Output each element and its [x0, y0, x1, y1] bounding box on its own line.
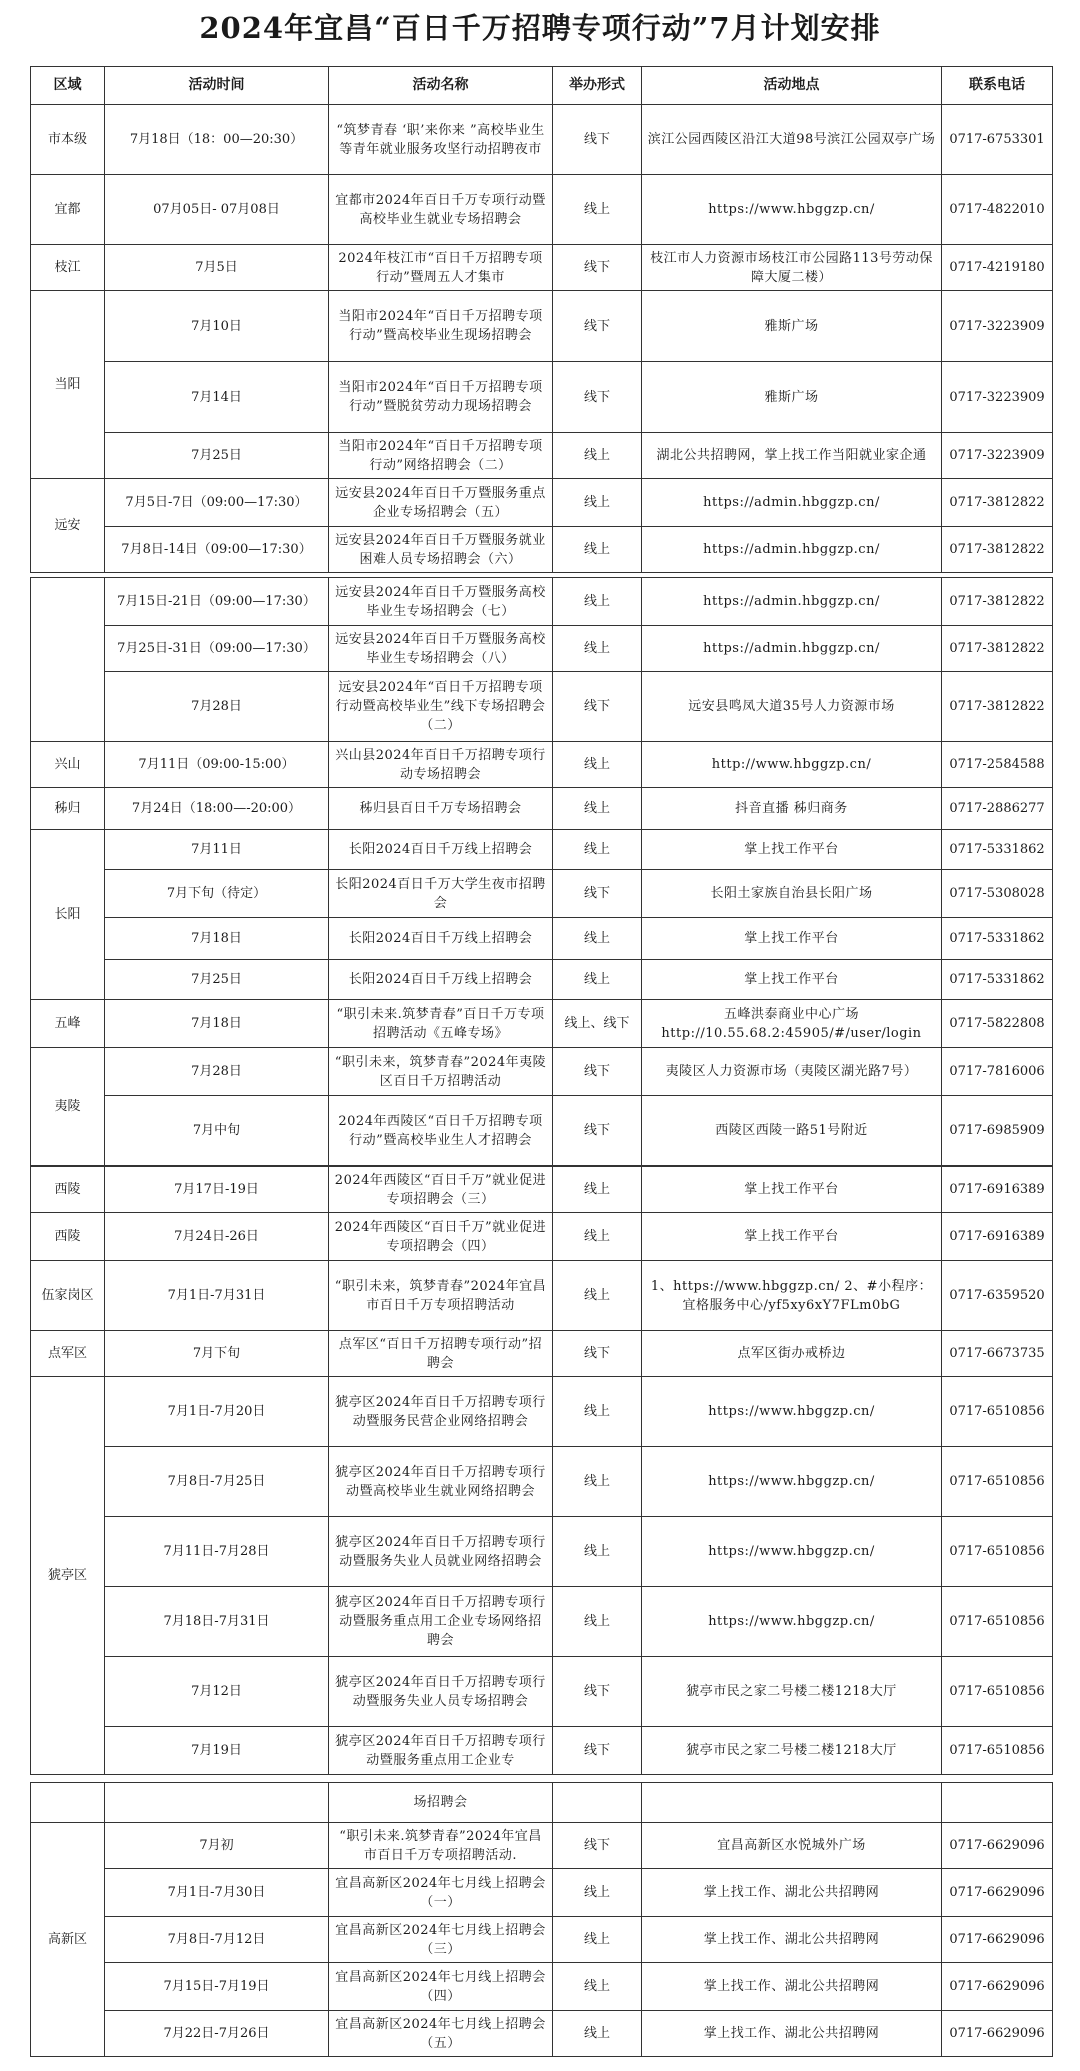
- place-link[interactable]: https://admin.hbggzp.cn/: [642, 578, 942, 626]
- phone-cell: 0717-3812822: [942, 479, 1053, 527]
- time-cell: 7月下旬: [105, 1331, 329, 1377]
- name-cell: 猇亭区2024年百日千万招聘专项行动暨服务失业人员专场招聘会: [329, 1657, 553, 1727]
- phone-cell: 0717-6629096: [942, 1823, 1053, 1869]
- form-cell: 线下: [553, 1048, 642, 1096]
- table-row: [31, 175, 1053, 245]
- form-cell: 线下: [553, 672, 642, 742]
- header-time: 活动时间: [105, 67, 329, 105]
- schedule-table-section-2: [30, 577, 1053, 1166]
- time-cell: 7月11日（09:00-15:00）: [105, 742, 329, 788]
- table-header-row: [31, 67, 1053, 105]
- phone-cell: 0717-3812822: [942, 527, 1053, 573]
- table-row: [31, 479, 1053, 527]
- region-cell-empty: [31, 578, 105, 742]
- time-cell: 7月1日-7月31日: [105, 1261, 329, 1331]
- time-cell: 7月25日: [105, 433, 329, 479]
- name-cell: 远安县2024年百日千万暨服务就业困难人员专场招聘会（六）: [329, 527, 553, 573]
- region-cell: 夷陵: [31, 1048, 105, 1166]
- phone-cell: 0717-6753301: [942, 105, 1053, 175]
- form-cell: 线上: [553, 479, 642, 527]
- time-cell: 7月1日-7月30日: [105, 1869, 329, 1917]
- form-cell: 线上: [553, 788, 642, 830]
- table-row: [31, 527, 1053, 573]
- form-cell: 线下: [553, 1727, 642, 1775]
- table-row: [31, 626, 1053, 672]
- name-cell: 2024年枝江市“百日千万招聘专项行动”暨周五人才集市: [329, 245, 553, 291]
- time-cell: 7月22日-7月26日: [105, 2011, 329, 2057]
- name-cell: 远安县2024年百日千万暨服务高校毕业生专场招聘会（八）: [329, 626, 553, 672]
- name-cell: 当阳市2024年“百日千万招聘专项行动”暨高校毕业生现场招聘会: [329, 291, 553, 362]
- place-cell: 掌上找工作平台: [642, 1167, 942, 1213]
- form-cell: 线上: [553, 1869, 642, 1917]
- time-cell: 7月11日-7月28日: [105, 1517, 329, 1587]
- phone-cell: 0717-6673735: [942, 1331, 1053, 1377]
- place-cell: 掌上找工作、湖北公共招聘网: [642, 2011, 942, 2057]
- place-cell: 抖音直播 秭归商务: [642, 788, 942, 830]
- form-cell: 线上: [553, 1377, 642, 1447]
- phone-cell: 0717-6510856: [942, 1447, 1053, 1517]
- phone-cell: 0717-6629096: [942, 1963, 1053, 2011]
- region-cell: 高新区: [31, 1823, 105, 2057]
- form-cell: 线下: [553, 1096, 642, 1166]
- form-cell: 线上: [553, 1917, 642, 1963]
- place-cell-empty: [642, 1783, 942, 1823]
- phone-cell: 0717-6916389: [942, 1213, 1053, 1261]
- form-cell: 线下: [553, 362, 642, 433]
- phone-cell: 0717-5331862: [942, 918, 1053, 960]
- phone-cell: 0717-6510856: [942, 1587, 1053, 1657]
- header-region: 区域: [31, 67, 105, 105]
- phone-cell: 0717-6510856: [942, 1377, 1053, 1447]
- region-cell: 远安: [31, 479, 105, 573]
- form-cell: 线上: [553, 918, 642, 960]
- name-cell: 猇亭区2024年百日千万招聘专项行动暨服务民营企业网络招聘会: [329, 1377, 553, 1447]
- time-cell: 7月25日: [105, 960, 329, 1000]
- place-cell: 猇亭市民之家二号楼二楼1218大厅: [642, 1657, 942, 1727]
- place-cell: 湖北公共招聘网，掌上找工作当阳就业家企通: [642, 433, 942, 479]
- place-link[interactable]: http://www.hbggzp.cn/: [642, 742, 942, 788]
- place-cell: 长阳土家族自治县长阳广场: [642, 870, 942, 918]
- region-cell: 点军区: [31, 1331, 105, 1377]
- table-row: [31, 830, 1053, 870]
- table-row: [31, 1167, 1053, 1213]
- header-name: 活动名称: [329, 67, 553, 105]
- phone-cell: 0717-3812822: [942, 626, 1053, 672]
- phone-cell: 0717-2584588: [942, 742, 1053, 788]
- place-cell: 掌上找工作、湖北公共招聘网: [642, 1963, 942, 2011]
- form-cell: 线下: [553, 1823, 642, 1869]
- time-cell: 7月初: [105, 1823, 329, 1869]
- table-row: [31, 362, 1053, 433]
- region-cell: 西陵: [31, 1167, 105, 1213]
- name-cell: 远安县2024年百日千万暨服务重点企业专场招聘会（五）: [329, 479, 553, 527]
- table-row: [31, 1963, 1053, 2011]
- form-cell: 线上: [553, 1517, 642, 1587]
- phone-cell: 0717-6985909: [942, 1096, 1053, 1166]
- phone-cell: 0717-6629096: [942, 2011, 1053, 2057]
- place-cell: 雅斯广场: [642, 291, 942, 362]
- form-cell: 线上: [553, 742, 642, 788]
- place-cell: 掌上找工作平台: [642, 1213, 942, 1261]
- table-row: [31, 1048, 1053, 1096]
- schedule-table-section-3: [30, 1166, 1053, 1775]
- time-cell: 7月下旬（待定）: [105, 870, 329, 918]
- schedule-table-section-4: [30, 1782, 1053, 2057]
- name-cell: 猇亭区2024年百日千万招聘专项行动暨服务失业人员就业网络招聘会: [329, 1517, 553, 1587]
- phone-cell: 0717-6510856: [942, 1727, 1053, 1775]
- header-form: 举办形式: [553, 67, 642, 105]
- table-row: [31, 960, 1053, 1000]
- phone-cell: 0717-3812822: [942, 672, 1053, 742]
- time-cell: 7月28日: [105, 672, 329, 742]
- place-cell: 雅斯广场: [642, 362, 942, 433]
- time-cell: 7月8日-14日（09:00—17:30）: [105, 527, 329, 573]
- time-cell: 7月18日: [105, 918, 329, 960]
- time-cell: 7月18日-7月31日: [105, 1587, 329, 1657]
- table-row: [31, 1657, 1053, 1727]
- phone-cell: 0717-6510856: [942, 1517, 1053, 1587]
- time-cell: 7月1日-7月20日: [105, 1377, 329, 1447]
- table-row: [31, 433, 1053, 479]
- phone-cell: 0717-4822010: [942, 175, 1053, 245]
- time-cell: 07月05日- 07月08日: [105, 175, 329, 245]
- name-cell: 长阳2024百日千万大学生夜市招聘会: [329, 870, 553, 918]
- table-row: [31, 1000, 1053, 1048]
- time-cell: 7月17日-19日: [105, 1167, 329, 1213]
- place-cell: 点军区街办戒桥边: [642, 1331, 942, 1377]
- region-cell: 西陵: [31, 1213, 105, 1261]
- time-cell: 7月18日（18：00—20:30）: [105, 105, 329, 175]
- place-cell: 西陵区西陵一路51号附近: [642, 1096, 942, 1166]
- table-row: [31, 870, 1053, 918]
- place-cell: 掌上找工作平台: [642, 960, 942, 1000]
- region-cell: 五峰: [31, 1000, 105, 1048]
- name-cell: “职引未来.筑梦青春”百日千万专项招聘活动《五峰专场》: [329, 1000, 553, 1048]
- phone-cell: 0717-2886277: [942, 788, 1053, 830]
- form-cell: 线上: [553, 1963, 642, 2011]
- place-cell: 夷陵区人力资源市场（夷陵区湖光路7号）: [642, 1048, 942, 1096]
- place-cell: 枝江市人力资源市场枝江市公园路113号劳动保障大厦二楼）: [642, 245, 942, 291]
- form-cell: 线上: [553, 1587, 642, 1657]
- phone-cell: 0717-7816006: [942, 1048, 1053, 1096]
- name-cell: 兴山县2024年百日千万招聘专项行动专场招聘会: [329, 742, 553, 788]
- name-cell: 宜都市2024年百日千万专项行动暨高校毕业生就业专场招聘会: [329, 175, 553, 245]
- page-title: 2024年宜昌“百日千万招聘专项行动”7月计划安排: [199, 11, 881, 45]
- phone-cell: 0717-5331862: [942, 960, 1053, 1000]
- name-cell: 秭归县百日千万专场招聘会: [329, 788, 553, 830]
- form-cell: 线上: [553, 1447, 642, 1517]
- table-row: [31, 742, 1053, 788]
- time-cell: 7月中旬: [105, 1096, 329, 1166]
- time-cell: 7月24日（18:00—-20:00）: [105, 788, 329, 830]
- place-cell: 滨江公园西陵区沿江大道98号滨江公园双亭广场: [642, 105, 942, 175]
- place-cell: 远安县鸣凤大道35号人力资源市场: [642, 672, 942, 742]
- place-link[interactable]: https://www.hbggzp.cn/: [642, 1377, 942, 1447]
- time-cell: 7月8日-7月25日: [105, 1447, 329, 1517]
- table-row: [31, 1261, 1053, 1331]
- phone-cell: 0717-3223909: [942, 362, 1053, 433]
- phone-cell: 0717-6916389: [942, 1167, 1053, 1213]
- form-cell: 线上、线下: [553, 1000, 642, 1048]
- name-cell: 宜昌高新区2024年七月线上招聘会（五）: [329, 2011, 553, 2057]
- place-link[interactable]: https://admin.hbggzp.cn/: [642, 527, 942, 573]
- name-cell: 猇亭区2024年百日千万招聘专项行动暨服务重点用工企业专场网络招聘会: [329, 1587, 553, 1657]
- table-row: [31, 2011, 1053, 2057]
- time-cell: 7月10日: [105, 291, 329, 362]
- form-cell: 线上: [553, 527, 642, 573]
- form-cell: 线下: [553, 1657, 642, 1727]
- phone-cell: 0717-6359520: [942, 1261, 1053, 1331]
- place-cell: 五峰洪泰商业中心广场 http://10.55.68.2:45905/#/user/login: [642, 1000, 942, 1048]
- region-cell: 当阳: [31, 291, 105, 479]
- place-link[interactable]: https://www.hbggzp.cn/: [642, 175, 942, 245]
- form-cell-empty: [553, 1783, 642, 1823]
- table-row: [31, 788, 1053, 830]
- table-row: [31, 672, 1053, 742]
- table-row: [31, 1869, 1053, 1917]
- place-cell: 掌上找工作平台: [642, 830, 942, 870]
- phone-cell: 0717-6510856: [942, 1657, 1053, 1727]
- form-cell: 线上: [553, 960, 642, 1000]
- header-place: 活动地点: [642, 67, 942, 105]
- form-cell: 线下: [553, 870, 642, 918]
- name-cell: 远安县2024年“百日千万招聘专项行动暨高校毕业生”线下专场招聘会（二）: [329, 672, 553, 742]
- place-cell: 掌上找工作、湖北公共招聘网: [642, 1917, 942, 1963]
- name-cell: “筑梦青春 ‘职’来你来 ”高校毕业生等青年就业服务攻坚行动招聘夜市: [329, 105, 553, 175]
- place-cell: 掌上找工作平台: [642, 918, 942, 960]
- form-cell: 线上: [553, 830, 642, 870]
- place-link[interactable]: https://www.hbggzp.cn/: [642, 1587, 942, 1657]
- form-cell: 线上: [553, 578, 642, 626]
- table-row: [31, 1377, 1053, 1447]
- form-cell: 线下: [553, 291, 642, 362]
- phone-cell-empty: [942, 1783, 1053, 1823]
- table-row: [31, 578, 1053, 626]
- time-cell: 7月5日-7日（09:00—17:30）: [105, 479, 329, 527]
- phone-cell: 0717-4219180: [942, 245, 1053, 291]
- place-link[interactable]: https://admin.hbggzp.cn/: [642, 626, 942, 672]
- name-cell: 2024年西陵区“百日千万”就业促进专项招聘会（三）: [329, 1167, 553, 1213]
- name-cell: 2024年西陵区“百日千万招聘专项行动”暨高校毕业生人才招聘会: [329, 1096, 553, 1166]
- table-row: [31, 1587, 1053, 1657]
- time-cell: 7月28日: [105, 1048, 329, 1096]
- place-link[interactable]: https://admin.hbggzp.cn/: [642, 479, 942, 527]
- time-cell: 7月15日-7月19日: [105, 1963, 329, 2011]
- phone-cell: 0717-6629096: [942, 1869, 1053, 1917]
- phone-cell: 0717-3223909: [942, 433, 1053, 479]
- table-row: [31, 291, 1053, 362]
- region-cell: 市本级: [31, 105, 105, 175]
- form-cell: 线上: [553, 1261, 642, 1331]
- form-cell: 线下: [553, 105, 642, 175]
- time-cell: 7月24日-26日: [105, 1213, 329, 1261]
- name-cell: 当阳市2024年“百日千万招聘专项行动”暨脱贫劳动力现场招聘会: [329, 362, 553, 433]
- name-cell: 点军区“百日千万招聘专项行动”招聘会: [329, 1331, 553, 1377]
- name-cell: 猇亭区2024年百日千万招聘专项行动暨服务重点用工企业专: [329, 1727, 553, 1775]
- region-cell: 兴山: [31, 742, 105, 788]
- time-cell: 7月14日: [105, 362, 329, 433]
- region-cell: 长阳: [31, 830, 105, 1000]
- form-cell: 线上: [553, 1213, 642, 1261]
- time-cell: 7月12日: [105, 1657, 329, 1727]
- form-cell: 线上: [553, 175, 642, 245]
- table-row: [31, 245, 1053, 291]
- name-cell: 远安县2024年百日千万暨服务高校毕业生专场招聘会（七）: [329, 578, 553, 626]
- region-cell: 宜都: [31, 175, 105, 245]
- name-cell: 长阳2024百日千万线上招聘会: [329, 918, 553, 960]
- time-cell: 7月15日-21日（09:00—17:30）: [105, 578, 329, 626]
- place-cell: 1、https://www.hbggzp.cn/ 2、#小程序：宜格服务中心/yf5xy6xY7FLm0bG: [642, 1261, 942, 1331]
- table-row: [31, 1917, 1053, 1963]
- form-cell: 线上: [553, 2011, 642, 2057]
- name-cell: “职引未来，筑梦青春”2024年夷陵区百日千万招聘活动: [329, 1048, 553, 1096]
- place-cell: 掌上找工作、湖北公共招聘网: [642, 1869, 942, 1917]
- region-cell: 枝江: [31, 245, 105, 291]
- place-link[interactable]: https://www.hbggzp.cn/: [642, 1517, 942, 1587]
- phone-cell: 0717-5308028: [942, 870, 1053, 918]
- name-cell: 当阳市2024年“百日千万招聘专项行动”网络招聘会（二）: [329, 433, 553, 479]
- time-cell: 7月8日-7月12日: [105, 1917, 329, 1963]
- form-cell: 线下: [553, 245, 642, 291]
- region-cell: 秭归: [31, 788, 105, 830]
- schedule-table-section-1: [30, 66, 1053, 573]
- place-cell: 宜昌高新区水悦城外广场: [642, 1823, 942, 1869]
- name-cell: 场招聘会: [329, 1783, 553, 1823]
- table-row: [31, 918, 1053, 960]
- name-cell: 宜昌高新区2024年七月线上招聘会（一）: [329, 1869, 553, 1917]
- phone-cell: 0717-3812822: [942, 578, 1053, 626]
- table-row: [31, 1096, 1053, 1166]
- name-cell: 长阳2024百日千万线上招聘会: [329, 830, 553, 870]
- name-cell: 宜昌高新区2024年七月线上招聘会（四）: [329, 1963, 553, 2011]
- table-row: [31, 1331, 1053, 1377]
- phone-cell: 0717-3223909: [942, 291, 1053, 362]
- table-row: [31, 1517, 1053, 1587]
- table-row: [31, 1727, 1053, 1775]
- table-row: [31, 1213, 1053, 1261]
- phone-cell: 0717-5331862: [942, 830, 1053, 870]
- time-cell: 7月11日: [105, 830, 329, 870]
- phone-cell: 0717-5822808: [942, 1000, 1053, 1048]
- place-link[interactable]: https://www.hbggzp.cn/: [642, 1447, 942, 1517]
- time-cell: 7月18日: [105, 1000, 329, 1048]
- header-phone: 联系电话: [942, 67, 1053, 105]
- form-cell: 线下: [553, 1331, 642, 1377]
- form-cell: 线上: [553, 626, 642, 672]
- table-row: [31, 1783, 1053, 1823]
- region-cell: 伍家岗区: [31, 1261, 105, 1331]
- time-cell: 7月25日-31日（09:00—17:30）: [105, 626, 329, 672]
- place-cell: 猇亭市民之家二号楼二楼1218大厅: [642, 1727, 942, 1775]
- region-cell-empty: [31, 1783, 105, 1823]
- phone-cell: 0717-6629096: [942, 1917, 1053, 1963]
- name-cell: 猇亭区2024年百日千万招聘专项行动暨高校毕业生就业网络招聘会: [329, 1447, 553, 1517]
- name-cell: “职引未来.筑梦青春”2024年宜昌市百日千万专项招聘活动.: [329, 1823, 553, 1869]
- name-cell: 2024年西陵区“百日千万”就业促进专项招聘会（四）: [329, 1213, 553, 1261]
- table-row: [31, 105, 1053, 175]
- form-cell: 线上: [553, 1167, 642, 1213]
- table-row: [31, 1447, 1053, 1517]
- form-cell: 线上: [553, 433, 642, 479]
- name-cell: “职引未来，筑梦青春”2024年宜昌市百日千万专项招聘活动: [329, 1261, 553, 1331]
- table-row: [31, 1823, 1053, 1869]
- time-cell-empty: [105, 1783, 329, 1823]
- region-cell: 猇亭区: [31, 1377, 105, 1775]
- time-cell: 7月19日: [105, 1727, 329, 1775]
- name-cell: 宜昌高新区2024年七月线上招聘会（三）: [329, 1917, 553, 1963]
- name-cell: 长阳2024百日千万线上招聘会: [329, 960, 553, 1000]
- time-cell: 7月5日: [105, 245, 329, 291]
